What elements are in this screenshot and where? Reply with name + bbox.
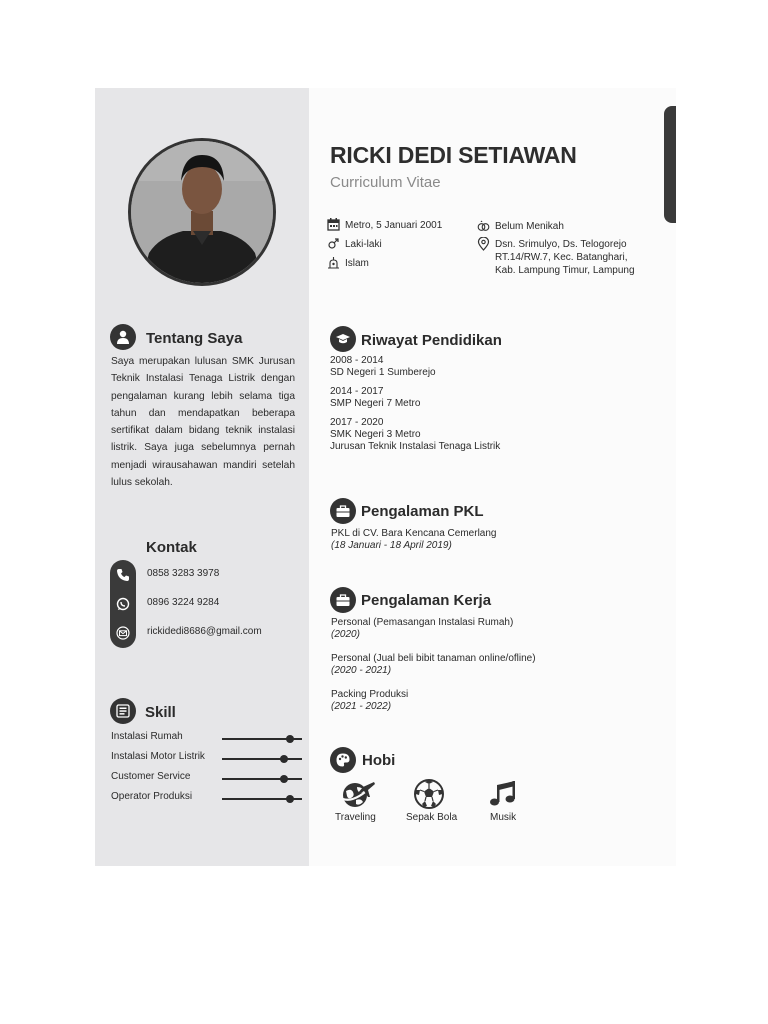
work-period: (2020 - 2021) [331,665,392,676]
skill-bar [222,798,302,800]
religion-info [345,257,369,270]
work-period: (2020) [331,629,360,640]
whatsapp-number: 0896 3224 9284 [147,597,220,608]
skill-bar [222,758,302,760]
skill-title: Skill [145,704,176,721]
music-note-icon [488,779,518,809]
work-period: (2021 - 2022) [331,701,392,712]
skill-name: Instalasi Motor Listrik [111,751,205,762]
work-title: Pengalaman Kerja [361,592,492,609]
location-icon [477,237,490,251]
skill-bar [222,738,302,740]
cv-name: RICKI DEDI SETIAWAN [330,142,577,168]
pkl-period: (18 Januari - 18 April 2019) [331,540,452,551]
religion-icon [327,256,340,269]
address-line-3: Kab. Lampung Timur, Lampung [495,265,635,276]
education-detail: Jurusan Teknik Instalasi Tenaga Listrik [330,441,501,452]
soccer-ball-icon [413,778,445,810]
gender-text: Laki-laki [345,239,382,250]
work-title-item: Personal (Pemasangan Instalasi Rumah) [331,617,514,628]
address-line-1: Dsn. Srimulyo, Ds. Telogorejo [495,239,627,250]
whatsapp-icon [116,597,130,611]
education-years: 2014 - 2017 [330,386,384,397]
skill-name: Operator Produksi [111,791,193,802]
address-info [495,238,635,277]
education-school: SD Negeri 1 Sumberejo [330,367,436,378]
calendar-icon [327,218,340,231]
hobby-title: Hobi [362,752,396,769]
education-title: Riwayat Pendidikan [361,332,502,349]
user-icon [110,324,136,350]
graduation-cap-icon [330,326,356,352]
profile-photo [128,138,276,286]
cv-page [95,88,676,866]
briefcase-icon [330,498,356,524]
cv-subtitle: Curriculum Vitae [330,174,441,191]
religion-text: Islam [345,258,369,269]
gender-info [345,238,382,251]
phone-number: 0858 3283 3978 [147,568,220,579]
skill-name: Customer Service [111,771,191,782]
work-title-item: Packing Produksi [331,689,409,700]
birth-text: Metro, 5 Januari 2001 [345,220,443,231]
education-years: 2008 - 2014 [330,355,384,366]
mail-icon [116,626,130,640]
birth-info [345,219,442,232]
plane-globe-icon [339,779,377,809]
skill-level-dot [286,795,294,803]
marital-info [495,220,564,233]
skill-icon [110,698,136,724]
skill-level-dot [286,735,294,743]
skill-name: Instalasi Rumah [111,731,183,742]
address-line-2: RT.14/RW.7, Kec. Batanghari, [495,252,628,263]
pkl-title: Pengalaman PKL [361,503,484,520]
palette-icon [330,747,356,773]
email-address: rickidedi8686@gmail.com [147,626,262,637]
about-text: Saya merupakan lulusan SMK Jurusan Teknik Instalasi Tenaga Listrik dengan pengalaman kurang lebih selama tiga tahun dan mendapatkan beberapa sertifikat dalam bidang teknik instalasi listrik. Saya juga sebelumnya pernah menjadi wirausahawan mandiri setelah lulus sekolah. [111,356,295,489]
education-school: SMK Negeri 3 Metro [330,429,421,440]
phone-icon [116,568,130,582]
briefcase-icon [330,587,356,613]
hobby-label-football: Sepak Bola [406,812,458,823]
gender-icon [327,237,340,250]
skill-bar [222,778,302,780]
about-title: Tentang Saya [146,330,243,347]
contact-title: Kontak [146,539,197,556]
education-years: 2017 - 2020 [330,417,384,428]
marital-text: Belum Menikah [495,221,564,232]
contact-icon-bar [110,560,136,648]
hobby-label-music: Musik [490,812,517,823]
work-title-item: Personal (Jual beli bibit tanaman online/ofline) [331,653,536,664]
pkl-place: PKL di CV. Bara Kencana Cemerlang [331,528,497,539]
education-school: SMP Negeri 7 Metro [330,398,421,409]
hobby-label-traveling: Traveling [335,812,376,823]
side-tab-decoration [664,106,676,223]
rings-icon [477,219,490,232]
